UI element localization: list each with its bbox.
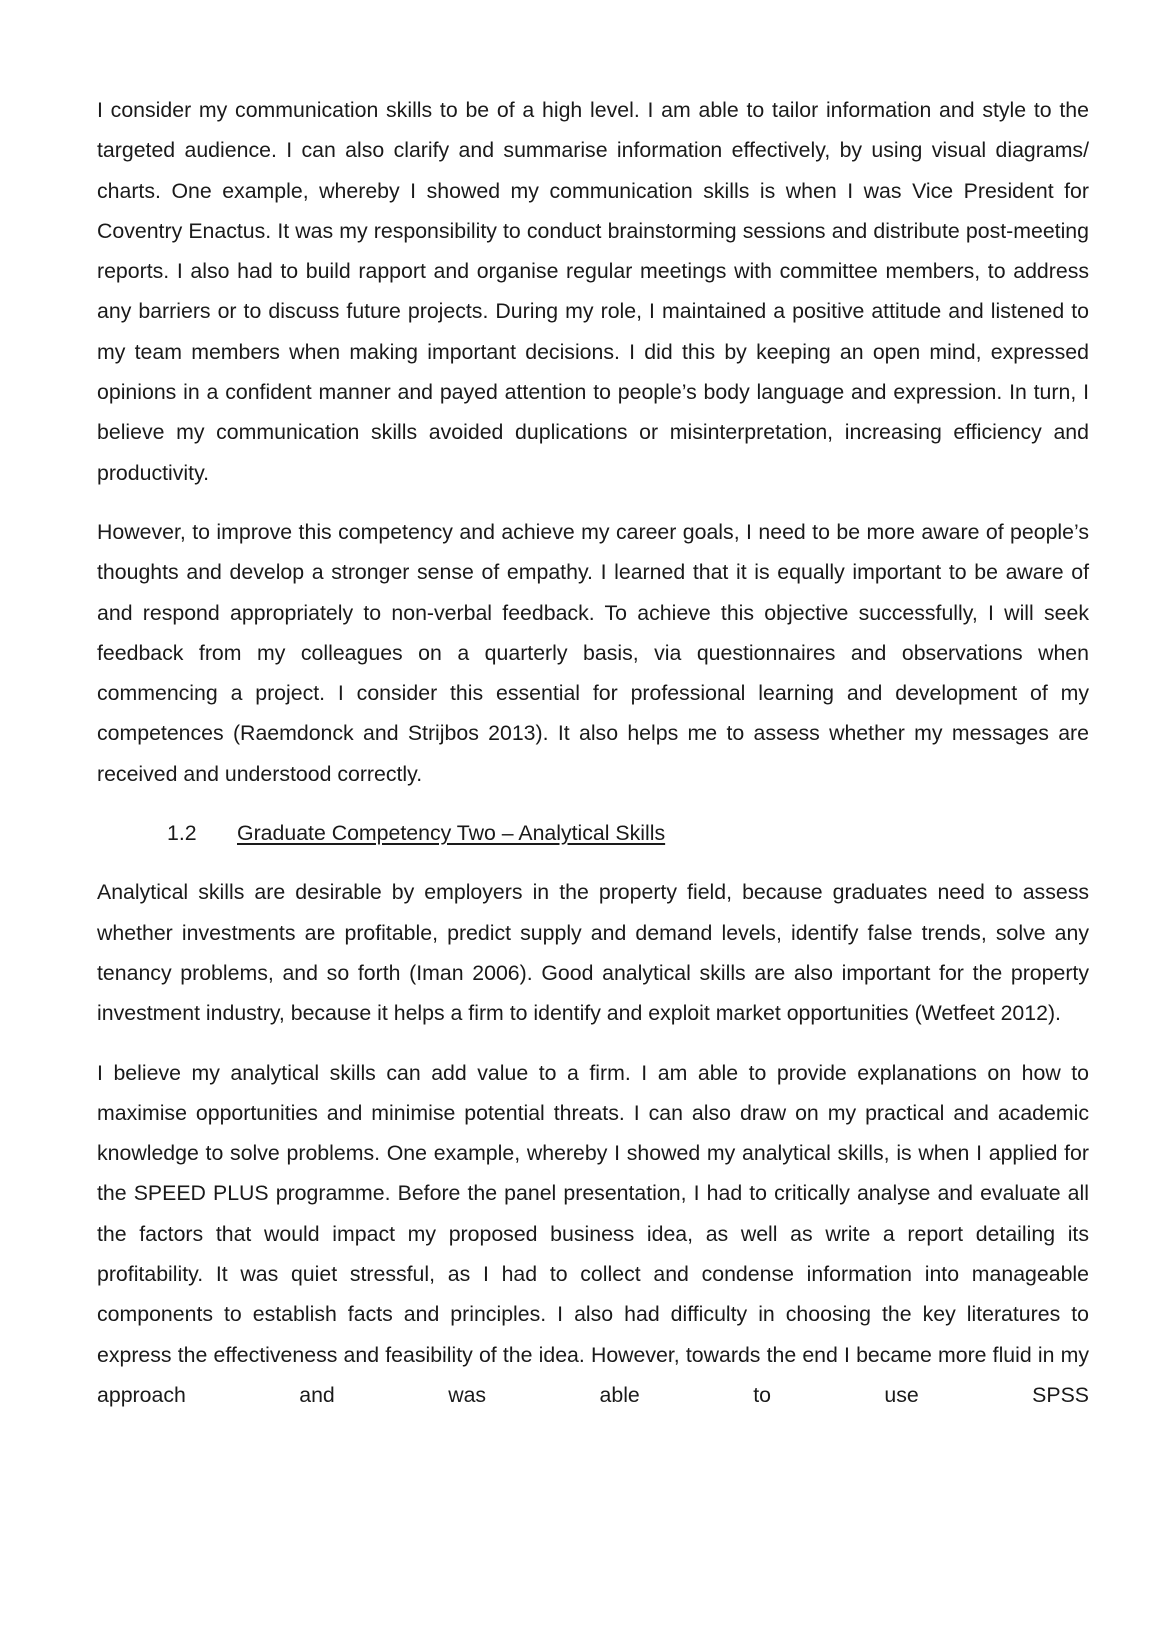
section-number: 1.2 (167, 821, 197, 846)
paragraph-communication-skills: I consider my communication skills to be of a high level. I am able to tailor information and style to the targeted audience. I can also clarify and summarise information effectively, by using visual diagrams/ charts. One example, whereby I showed my communication skills is when I was Vice President for Coventry Enactus. It was my responsibility to conduct brainstorming sessions and distribute post-meeting reports. I also had to build rapport and organise regular meetings with committee members, to address any barriers or to discuss future projects. During my role, I maintained a positive attitude and listened to my team members when making important decisions. I did this by keeping an open mind, expressed opinions in a confident manner and payed attention to people’s body language and expression. In turn, I believe my communication skills avoided duplications or misinterpretation, increasing efficiency and productivity. (97, 98, 1089, 485)
paragraph-analytical-intro: Analytical skills are desirable by employers in the property field, because graduates need to assess whether investments are profitable, predict supply and demand levels, identify false trends, solve any tenancy problems, and so forth (Iman 2006). Good analytical skills are also important for the property investment industry, because it helps a firm to identify and exploit market opportunities (Wetfeet 2012). (97, 880, 1089, 1026)
paragraph-communication-improvement: However, to improve this competency and achieve my career goals, I need to be more aware of people’s thoughts and develop a stronger sense of empathy. I learned that it is equally important to be aware of and respond appropriately to non-verbal feedback. To achieve this objective successfully, I will seek feedback from my colleagues on a quarterly basis, via questionnaires and observations when commencing a project. I consider this essential for professional learning and development of my competences (Raemdonck and Strijbos 2013). It also helps me to assess whether my messages are received and understood correctly. (97, 519, 1089, 786)
document-body (97, 90, 1089, 1434)
section-heading (97, 813, 1089, 853)
paragraph-analytical-example: I believe my analytical skills can add value to a firm. I am able to provide explanations on how to maximise opportunities and minimise potential threats. I can also draw on my practical and academic knowledge to solve problems. One example, whereby I showed my analytical skills, is when I applied for the SPEED PLUS programme. Before the panel presentation, I had to critically analyse and evaluate all the factors that would impact my proposed business idea, as well as write a report detailing its profitability. It was quiet stressful, as I had to collect and condense information into manageable components to establish facts and principles. I also had difficulty in choosing the key literatures to express the effectiveness and feasibility of the idea. However, towards the end I became more fluid in my approach and was able to use SPSS (97, 1060, 1089, 1407)
section-title: Graduate Competency Two – Analytical Skills (237, 821, 666, 846)
